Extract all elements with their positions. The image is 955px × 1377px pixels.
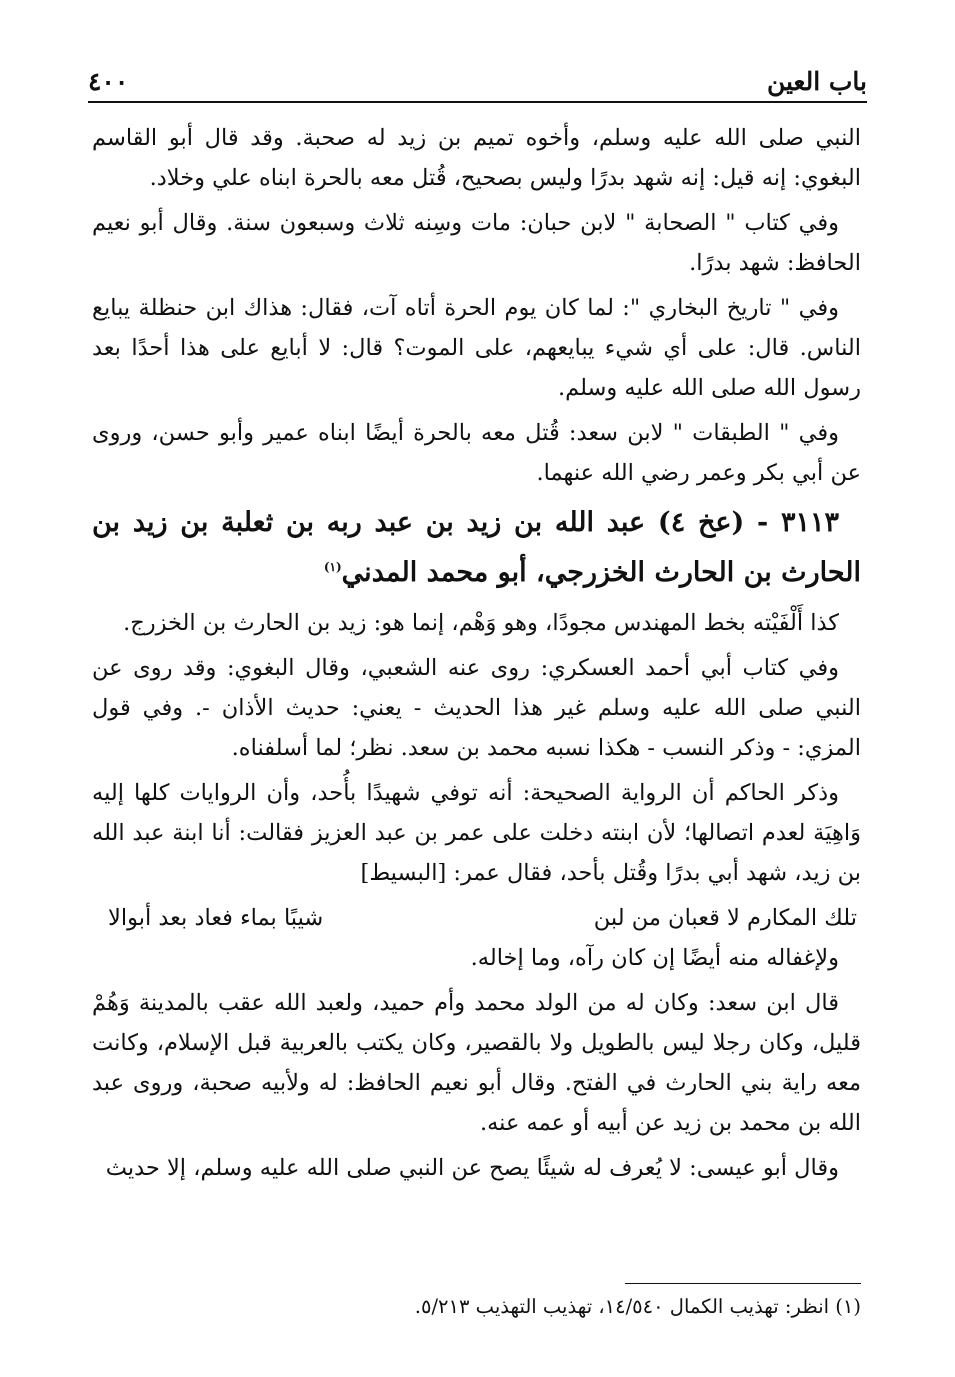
- paragraph: وذكر الحاكم أن الرواية الصحيحة: أنه توفي شهيدًا بأُحد، وأن الروايات كلها إليه وَاهِيَة لعدم اتصالها؛ لأن ابنته دخلت على عمر بن عبد العزيز فقالت: أنا ابنة عبد الله بن زيد، شهد أبي بدرًا وقُتل بأحد، فقال عمر: [البسيط]: [92, 780, 861, 886]
- paragraph: ولإغفاله منه أيضًا إن كان رآه، وما إخاله.: [470, 945, 839, 971]
- footnote: (١) انظر: تهذيب الكمال ١٤/٥٤٠، تهذيب التهذيب ٥/٢١٣.: [414, 1295, 861, 1318]
- entry-heading: [92, 498, 861, 598]
- paragraph: وفي كتاب أبي أحمد العسكري: روى عنه الشعبي، وقال البغوي: وقد روى عن النبي صلى الله عليه وسلم غير هذا الحديث - يعني: حديث الأذان -. وفي قول المزي: - وذكر النسب - هكذا نسبه محمد بن سعد. نظر؛ لما أسلفناه.: [92, 655, 861, 761]
- paragraph: النبي صلى الله عليه وسلم، وأخوه تميم بن زيد له صحبة. وقد قال أبو القاسم البغوي: إنه قيل: إنه شهد بدرًا وليس بصحيح، قُتل معه بالحرة ابناه علي وخلاد.: [92, 125, 861, 191]
- entry-heading-text: ٣١١٣ - (عخ ٤) عبد الله بن زيد بن عبد ربه بن ثعلبة بن زيد بن الحارث بن الحارث الخزرجي، أبو محمد المدني: [92, 507, 861, 588]
- chapter-title: باب العين: [766, 67, 867, 96]
- header-divider: [88, 101, 867, 103]
- footnote-marker: (١): [323, 560, 342, 574]
- poem-verse: [92, 898, 861, 938]
- paragraph: وفي " تاريخ البخاري ": لما كان يوم الحرة أتاه آت، فقال: هذاك ابن حنظلة يبايع الناس. قال: على أي شيء يبايعهم، على الموت؟ قال: لا أبايع على هذا أحدًا بعد رسول الله صلى الله عليه وسلم.: [92, 295, 861, 401]
- paragraph: وفي " الطبقات " لابن سعد: قُتل معه بالحرة أيضًا ابناه عمير وأبو حسن، وروى عن أبي بكر وعمر رضي الله عنهما.: [92, 420, 861, 486]
- main-text: [92, 118, 861, 1193]
- paragraph: وفي كتاب " الصحابة " لابن حبان: مات وسِنه ثلاث وسبعون سنة. وقال أبو نعيم الحافظ: شهد بدرًا.: [92, 210, 861, 276]
- paragraph: كذا أَلْفَيْته بخط المهندس مجودًا، وهو وَهْم، إنما هو: زيد بن الحارث بن الخزرج.: [123, 610, 839, 636]
- paragraph: قال ابن سعد: وكان له من الولد محمد وأم حميد، ولعبد الله عقب بالمدينة وَهُمْ قليل، وكان رجلا ليس بالطويل ولا بالقصير، وكان يكتب بالعربية قبل الإسلام، وكانت معه راية بني الحارث في الفتح. وقال أبو نعيم الحافظ: له ولأبيه صحبة، وروى عبد الله بن محمد بن زيد عن أبيه أو عمه عنه.: [92, 990, 861, 1136]
- footnote-divider: [625, 1283, 861, 1284]
- page-number: ٤٠٠: [88, 67, 129, 96]
- verse-hemistich-second: شيبًا بماء فعاد بعد أبوالا: [108, 905, 324, 931]
- paragraph: وقال أبو عيسى: لا يُعرف له شيئًا يصح عن النبي صلى الله عليه وسلم، إلا حديث: [105, 1155, 839, 1181]
- running-header: [88, 56, 867, 96]
- verse-hemistich-first: تلك المكارم لا قعبان من لبن: [593, 905, 857, 931]
